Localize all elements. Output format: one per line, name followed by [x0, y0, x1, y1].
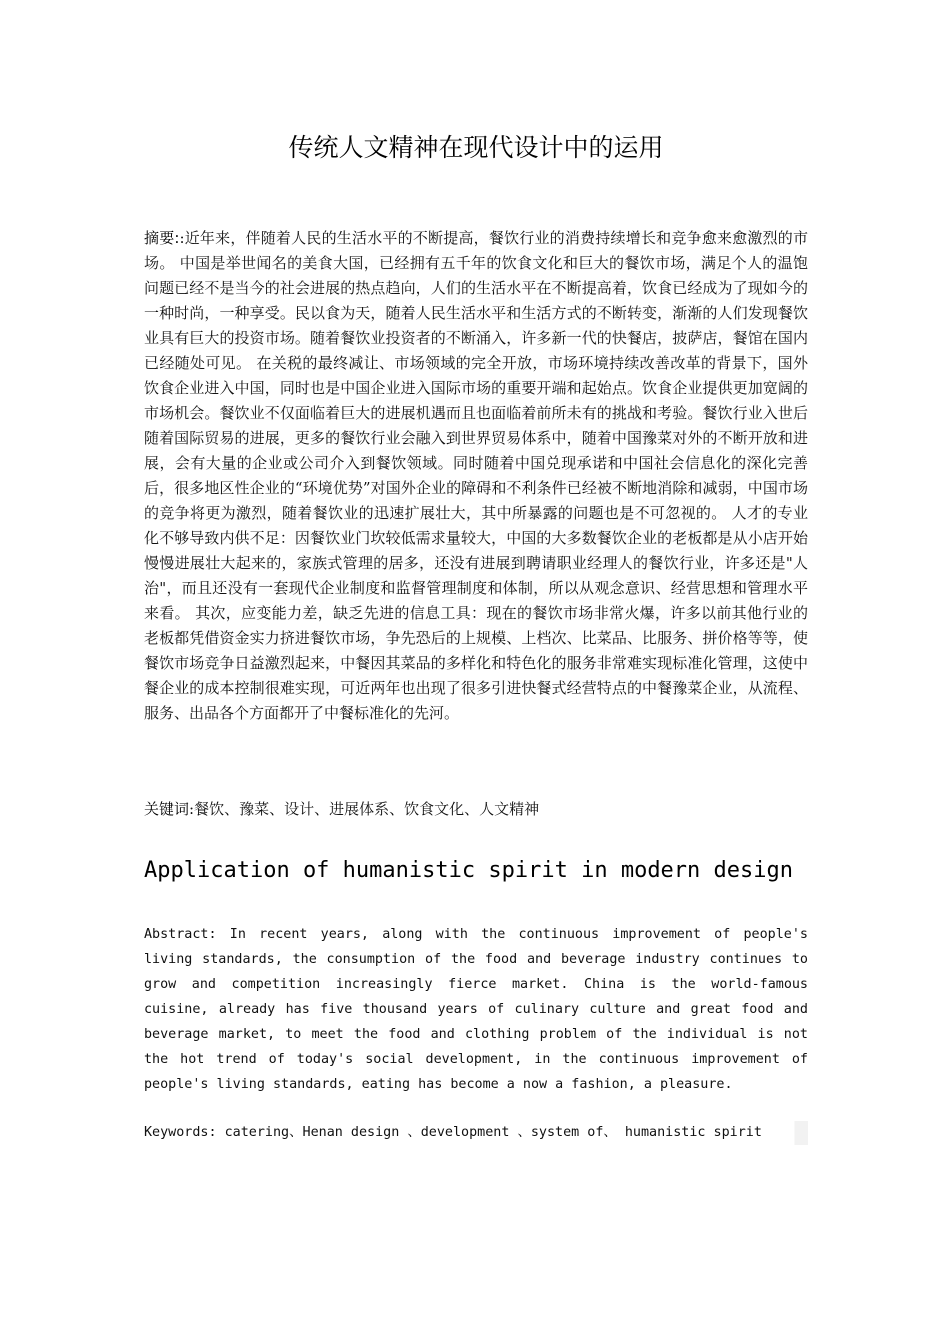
abstract-cn-label: 摘要: — [144, 229, 180, 247]
keywords-en-text: catering、Henan design 、development 、system of、 humanistic spirit — [216, 1125, 762, 1140]
abstract-cn-text: :近年来，伴随着人民的生活水平的不断提高，餐饮行业的消费持续增长和竞争愈来愈激烈的市场。 中国是举世闻名的美食大国，已经拥有五千年的饮食文化和巨大的餐饮市场，满足个人的温饱问题已经不是当今的社会进展的热点趋向，人们的生活水平在不断提高着，饮食已经成为了现如今的一种时尚，一种享受。民以食为天，随着人民生活水平和生活方式的不断转变，渐渐的人们发现餐饮业具有巨大的投资市场。随着餐饮业投资者的不断涌入，许多新一代的快餐店，披萨店，餐馆在国内已经随处可见。 在关税的最终减让、市场领域的完全开放，市场环境持续改善改革的背景下，国外饮食企业进入中国，同时也是中国企业进入国际市场的重要开端和起始点。饮食企业提供更加宽阔的市场机会。餐饮业不仅面临着巨大的进展机遇而且也面临着前所未有的挑战和考验。餐饮行业入世后随着国际贸易的进展，更多的餐饮行业会融入到世界贸易体系中，随着中国豫菜对外的不断开放和进展，会有大量的企业或公司介入到餐饮领域。同时随着中国兑现承诺和中国社会信息化的深化完善后，很多地区性企业的“环境优势”对国外企业的障碍和不利条件已经被不断地消除和减弱，中国市场的竞争将更为激烈，随着餐饮业的迅速扩展壮大，其中所暴露的问题也是不可忽视的。 人才的专业化不够导致内供不足：因餐饮业门坎较低需求量较大，中国的大多数餐饮企业的老板都是从小店开始慢慢进展壮大起来的，家族式管理的居多，还没有进展到聘请职业经理人的餐饮行业，许多还是"人治"，而且还没有一套现代企业制度和监督管理制度和体制，所以从观念意识、经营思想和管理水平来看。 其次，应变能力差，缺乏先进的信息工具：现在的餐饮市场非常火爆，许多以前其他行业的老板都凭借资金实力挤进餐饮市场，争先恐后的上规模、上档次、比菜品、比服务、拼价格等等，使餐饮市场竞争日益激烈起来，中餐因其菜品的多样化和特色化的服务非常难实现标准化管理，这使中餐企业的成本控制很难实现，可近两年也出现了很多引进快餐式经营特点的中餐豫菜企业，从流程、服务、出品各个方面都开了中餐标准化的先河。 — [144, 229, 808, 722]
abstract-en-text: In recent years, along with the continuous improvement of people's living standards, the consumption of the food and beverage industry continues to grow and competition increasingly fierce market. China is the world-famous cuisine, already has five thousand years of culinary culture and great food and beverage market, to meet the food and clothing problem of the individual is not the hot trend of today's social development, in the continuous improvement of people's living standards, eating has become a now a fashion, a pleasure. — [144, 927, 808, 1092]
abstract-en — [144, 922, 808, 1097]
keywords-en-label: Keywords: — [144, 1125, 217, 1140]
document-title-en: Application of humanistic spirit in modern design — [144, 858, 794, 883]
document-title-cn: 传统人文精神在现代设计中的运用 — [288, 133, 664, 162]
keywords-cn — [144, 797, 808, 821]
keywords-cn-label: 关键词 — [144, 800, 190, 818]
keywords-cn-text: :餐饮、豫菜、设计、进展体系、饮食文化、人文精神 — [189, 800, 540, 818]
abstract-cn — [144, 226, 808, 726]
keywords-en — [144, 1121, 808, 1145]
abstract-en-label: Abstract: — [144, 927, 217, 942]
